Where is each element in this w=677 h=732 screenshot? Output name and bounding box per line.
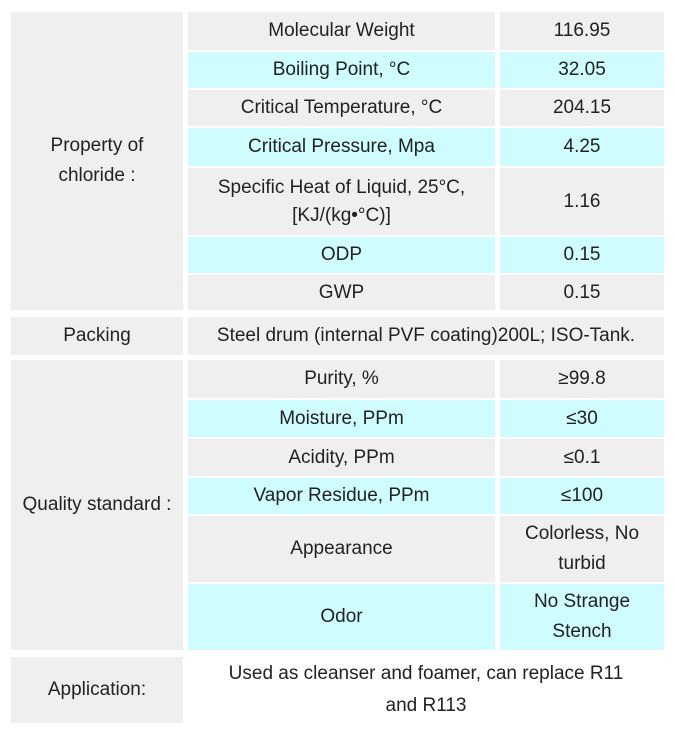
property-row-name: GWP: [188, 275, 495, 310]
property-row-value: 0.15: [500, 275, 664, 310]
quality-row-name: Purity, %: [188, 360, 495, 398]
property-row-value: 204.15: [500, 90, 664, 126]
quality-row-name: Appearance: [188, 516, 495, 582]
property-row-value: 4.25: [500, 128, 664, 166]
quality-section-label: Quality standard :: [11, 360, 183, 650]
property-row-value: 32.05: [500, 52, 664, 88]
quality-row-value: No Strange Stench: [500, 584, 664, 650]
quality-row-name: Acidity, PPm: [188, 439, 495, 476]
application-value: Used as cleanser and foamer, can replace R11 and R113: [228, 663, 624, 716]
property-row-name: Critical Temperature, °C: [188, 90, 495, 126]
property-row-value: 116.95: [500, 12, 664, 50]
quality-row-value: ≤100: [500, 478, 664, 514]
packing-label: Packing: [11, 317, 183, 355]
quality-row-value: ≥99.8: [500, 360, 664, 398]
property-row-name: Boiling Point, °C: [188, 52, 495, 88]
quality-row-value: ≤30: [500, 400, 664, 437]
property-row-value: 0.15: [500, 237, 664, 273]
quality-row-value: Colorless, No turbid: [500, 516, 664, 582]
property-row-name: ODP: [188, 237, 495, 273]
quality-row-name: Moisture, PPm: [188, 400, 495, 437]
quality-row-value: ≤0.1: [500, 439, 664, 476]
property-row-name: Molecular Weight: [188, 12, 495, 50]
property-row-name: Specific Heat of Liquid, 25°C, [KJ/(kg•°C)]: [188, 168, 495, 235]
quality-row-name: Vapor Residue, PPm: [188, 478, 495, 514]
property-section-label: Property of chloride :: [11, 12, 183, 310]
quality-row-name: Odor: [188, 584, 495, 650]
application-label: Application:: [11, 657, 183, 723]
property-row-name: Critical Pressure, Mpa: [188, 128, 495, 166]
packing-value: Steel drum (internal PVF coating)200L; ISO-Tank.: [188, 317, 664, 355]
property-row-value: 1.16: [500, 168, 664, 235]
